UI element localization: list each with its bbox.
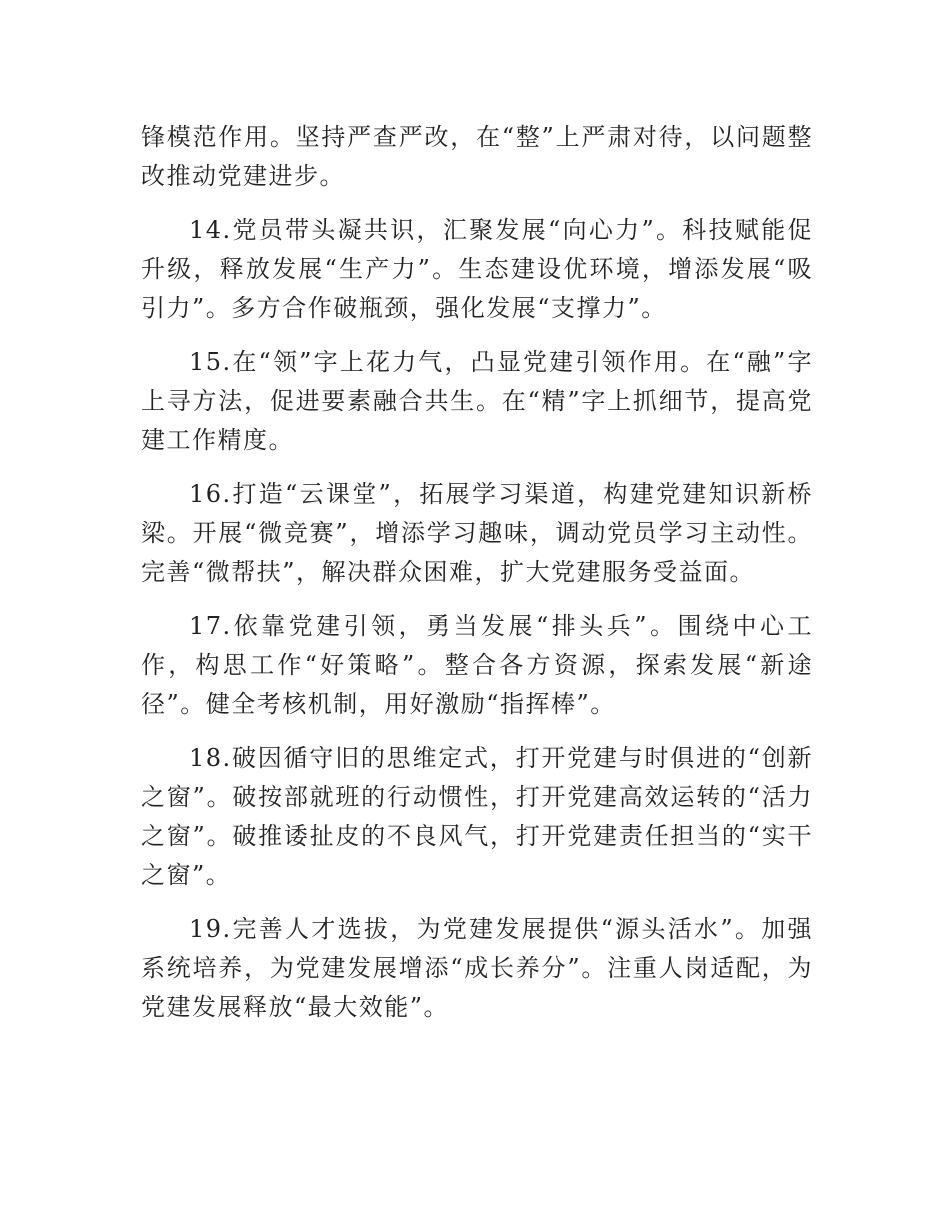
paragraph-item-15: 15.在“领”字上花力气，凸显党建引领作用。在“融”字上寻方法，促进要素融合共生。在“精”字上抓细节，提高党建工作精度。: [141, 348, 813, 454]
paragraph-item-14: 14.党员带头凝共识，汇聚发展“向心力”。科技赋能促升级，释放发展“生产力”。生态建设优环境，增添发展“吸引力”。多方合作破瓶颈，强化发展“支撑力”。: [141, 216, 813, 322]
paragraph-item-18: 18.破因循守旧的思维定式，打开党建与时俱进的“创新之窗”。破按部就班的行动惯性，打开党建高效运转的“活力之窗”。破推诿扯皮的不良风气，打开党建责任担当的“实干之窗”。: [141, 744, 813, 889]
paragraph-continuation: 锋模范作用。坚持严查严改，在“整”上严肃对待，以问题整改推动党建进步。: [141, 123, 813, 190]
paragraph-item-17: 17.依靠党建引领，勇当发展“排头兵”。围绕中心工作，构思工作“好策略”。整合各方资源，探索发展“新途径”。健全考核机制，用好激励“指挥棒”。: [141, 612, 813, 718]
paragraph-item-16: 16.打造“云课堂”，拓展学习渠道，构建党建知识新桥梁。开展“微竞赛”，增添学习趣味，调动党员学习主动性。完善“微帮扶”，解决群众困难，扩大党建服务受益面。: [141, 480, 813, 586]
paragraph-item-19: 19.完善人才选拔，为党建发展提供“源头活水”。加强系统培养，为党建发展增添“成长养分”。注重人岗适配，为党建发展释放“最大效能”。: [141, 915, 813, 1021]
document-page: [141, 118, 813, 1042]
